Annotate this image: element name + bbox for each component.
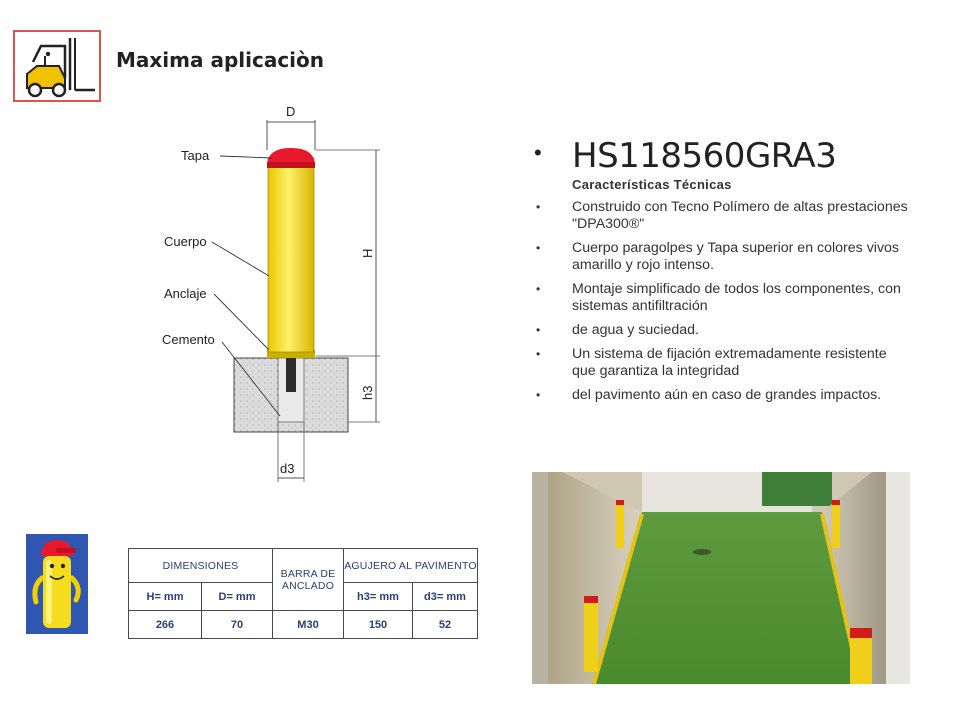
spec-heading: Características Técnicas [572, 177, 732, 192]
value-h3: 150 [344, 611, 413, 639]
label-d3: d3 [280, 461, 295, 476]
subheader-d: D= mm [202, 583, 273, 611]
label-anclaje: Anclaje [164, 286, 207, 301]
label-cuerpo: Cuerpo [164, 234, 207, 249]
page-title: Maxima aplicaciòn [116, 48, 325, 72]
bollard-mascot-icon [26, 534, 88, 634]
feature-item: • Construido con Tecno Polímero de altas prestaciones "DPA300®" [536, 199, 908, 232]
feature-item: • de agua y suciedad. [536, 322, 699, 338]
dimensions-table [128, 548, 478, 639]
label-h3: h3 [360, 385, 375, 400]
header-dimensiones: DIMENSIONES [129, 549, 273, 583]
label-cemento: Cemento [162, 332, 215, 347]
value-h: 266 [129, 611, 202, 639]
subheader-h3: h3= mm [344, 583, 413, 611]
value-d3: 52 [413, 611, 478, 639]
forklift-icon [13, 30, 101, 102]
label-tapa: Tapa [181, 148, 210, 163]
warehouse-floor-photo [532, 472, 910, 684]
bollard-technical-drawing [150, 100, 410, 490]
header-agujero: AGUJERO AL PAVIMENTO [344, 549, 478, 583]
header-barra: BARRA DE ANCLADO [273, 549, 344, 611]
feature-item: • del pavimento aún en caso de grandes impactos. [536, 387, 882, 403]
product-bullet: • [534, 140, 542, 165]
feature-item: • Un sistema de fijación extremadamente resistente que garantiza la integridad [536, 346, 887, 379]
subheader-h: H= mm [129, 583, 202, 611]
feature-item: • Cuerpo paragolpes y Tapa superior en colores vivos amarillo y rojo intenso. [536, 240, 900, 273]
features-list [534, 199, 914, 411]
label-h: H [360, 248, 375, 258]
product-code: HS118560GRA3 [572, 136, 837, 176]
label-d: D [286, 104, 296, 119]
value-barra: M30 [273, 611, 344, 639]
feature-item: • Montaje simplificado de todos los componentes, con sistemas antifiltración [536, 281, 901, 314]
value-d: 70 [202, 611, 273, 639]
subheader-d3: d3= mm [413, 583, 478, 611]
